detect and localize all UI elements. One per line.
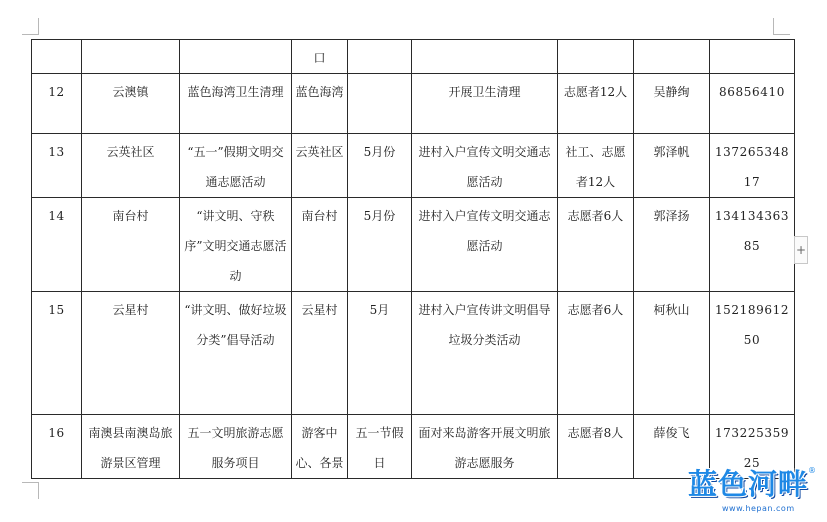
contact-cell-text: 柯秋山 <box>653 303 690 317</box>
table-body <box>32 40 795 479</box>
location-cell-text: 南台村 <box>301 209 338 223</box>
time-cell <box>348 40 412 74</box>
time-cell <box>348 415 412 479</box>
time-cell <box>348 74 412 134</box>
phone-cell <box>710 292 795 415</box>
contact-cell-text: 薛俊飞 <box>653 426 690 440</box>
expand-panel-button[interactable] <box>794 236 808 264</box>
table-row <box>32 134 795 198</box>
location-cell <box>292 40 348 74</box>
location-cell-text: 云英社区 <box>295 145 344 159</box>
volunteers-cell-text: 志愿者8人 <box>567 426 624 440</box>
phone-cell-text: 13726534817 <box>714 145 790 189</box>
content-cell <box>412 40 558 74</box>
volunteers-cell-text: 社工、志愿者12人 <box>565 145 626 189</box>
location-cell-text: 游客中心、各景 <box>295 426 344 470</box>
phone-cell-text: 17322535925 <box>714 426 790 470</box>
volunteers-cell <box>558 415 634 479</box>
location-cell <box>292 292 348 415</box>
serial-number-cell-text: 12 <box>48 85 65 99</box>
volunteers-cell-text: 志愿者12人 <box>563 85 628 99</box>
content-cell <box>412 415 558 479</box>
table-row <box>32 74 795 134</box>
table-row <box>32 415 795 479</box>
serial-number-cell <box>32 415 82 479</box>
serial-number-cell <box>32 74 82 134</box>
place-cell <box>82 134 180 198</box>
hepan-watermark-logo <box>686 466 820 518</box>
project-cell-text: 五一文明旅游志愿服务项目 <box>187 426 284 470</box>
contact-cell <box>634 40 710 74</box>
volunteer-activity-table <box>31 39 795 479</box>
content-cell-text: 面对来岛游客开展文明旅游志愿服务 <box>418 426 551 470</box>
phone-cell <box>710 40 795 74</box>
time-cell <box>348 134 412 198</box>
volunteers-cell <box>558 292 634 415</box>
contact-cell-text: 郭泽扬 <box>653 209 690 223</box>
location-cell <box>292 134 348 198</box>
time-cell-text: 5月份 <box>363 209 396 223</box>
location-cell <box>292 415 348 479</box>
watermark-text: 蓝色河畔 <box>688 467 809 501</box>
content-cell-text: 进村入户宣传文明交通志愿活动 <box>418 145 551 189</box>
watermark-url: www.hepan.com <box>722 504 795 513</box>
phone-cell-text: 86856410 <box>719 85 785 99</box>
project-cell <box>180 40 292 74</box>
serial-number-cell <box>32 134 82 198</box>
phone-cell-text: 15218961250 <box>714 303 790 347</box>
serial-number-cell-text: 14 <box>48 209 65 223</box>
phone-cell <box>710 74 795 134</box>
project-cell <box>180 292 292 415</box>
serial-number-cell-text: 13 <box>48 145 65 159</box>
content-cell <box>412 134 558 198</box>
volunteers-cell-text: 志愿者6人 <box>567 303 624 317</box>
volunteers-cell <box>558 134 634 198</box>
contact-cell <box>634 74 710 134</box>
content-cell-text: 进村入户宣传文明交通志愿活动 <box>418 209 551 253</box>
place-cell <box>82 292 180 415</box>
location-cell <box>292 74 348 134</box>
project-cell-text: “讲文明、守秩序”文明交通志愿活动 <box>184 209 287 283</box>
time-cell <box>348 292 412 415</box>
location-cell <box>292 198 348 292</box>
phone-cell-text: 13413436385 <box>714 209 790 253</box>
project-cell-text: 蓝色海湾卫生清理 <box>187 85 284 99</box>
place-cell <box>82 415 180 479</box>
phone-cell <box>710 198 795 292</box>
phone-cell <box>710 134 795 198</box>
time-cell-text: 五一节假日 <box>355 426 404 470</box>
location-cell-text: 蓝色海湾 <box>295 85 344 99</box>
project-cell-text: “五一”假期文明交通志愿活动 <box>187 145 284 189</box>
location-cell-text: 口 <box>313 51 326 65</box>
table-row <box>32 40 795 74</box>
time-cell <box>348 198 412 292</box>
plus-icon: + <box>795 243 807 257</box>
content-cell <box>412 74 558 134</box>
volunteers-cell-text: 志愿者6人 <box>567 209 624 223</box>
place-cell-text: 南台村 <box>112 209 149 223</box>
serial-number-cell <box>32 40 82 74</box>
place-cell-text: 云英社区 <box>106 145 155 159</box>
contact-cell <box>634 292 710 415</box>
project-cell <box>180 74 292 134</box>
crop-mark-top-right <box>773 18 790 35</box>
volunteers-cell <box>558 74 634 134</box>
place-cell <box>82 74 180 134</box>
volunteers-cell <box>558 40 634 74</box>
table-row <box>32 198 795 292</box>
place-cell-text: 云星村 <box>112 303 149 317</box>
contact-cell <box>634 198 710 292</box>
serial-number-cell <box>32 198 82 292</box>
registered-mark: ® <box>808 466 816 475</box>
content-cell <box>412 198 558 292</box>
serial-number-cell-text: 15 <box>48 303 65 317</box>
table-row <box>32 292 795 415</box>
content-cell-text: 进村入户宣传讲文明倡导垃圾分类活动 <box>418 303 551 347</box>
time-cell-text: 5月 <box>369 303 390 317</box>
content-cell <box>412 292 558 415</box>
crop-mark-top-left <box>22 18 39 35</box>
contact-cell <box>634 134 710 198</box>
content-cell-text: 开展卫生清理 <box>448 85 521 99</box>
project-cell <box>180 134 292 198</box>
place-cell <box>82 40 180 74</box>
place-cell-text: 云澳镇 <box>112 85 149 99</box>
contact-cell-text: 吴静绚 <box>653 85 690 99</box>
project-cell <box>180 415 292 479</box>
time-cell-text: 5月份 <box>363 145 396 159</box>
place-cell <box>82 198 180 292</box>
serial-number-cell-text: 16 <box>48 426 65 440</box>
project-cell <box>180 198 292 292</box>
serial-number-cell <box>32 292 82 415</box>
place-cell-text: 南澳县南澳岛旅游景区管理 <box>88 426 173 470</box>
volunteers-cell <box>558 198 634 292</box>
project-cell-text: “讲文明、做好垃圾分类”倡导活动 <box>184 303 287 347</box>
location-cell-text: 云星村 <box>301 303 338 317</box>
contact-cell-text: 郭泽帆 <box>653 145 690 159</box>
crop-mark-bottom-left <box>22 482 39 499</box>
